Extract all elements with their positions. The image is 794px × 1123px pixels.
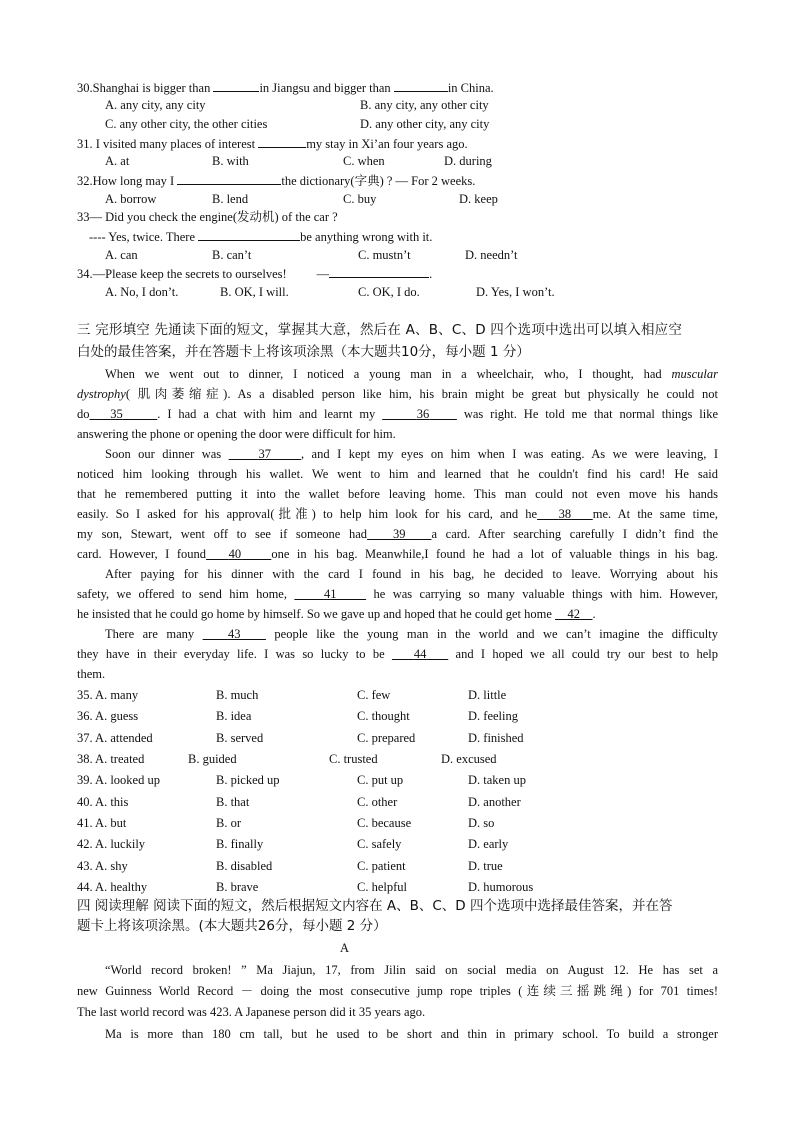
- answer-blank: [213, 79, 259, 92]
- option: D. finished: [468, 731, 524, 745]
- option: 37. A. attended: [77, 731, 153, 745]
- cloze-blank-44: 44: [413, 647, 427, 661]
- answer-blank: [198, 228, 300, 241]
- option: A. at: [105, 154, 130, 168]
- passage-line: After paying for his dinner with the card I found in his bag, he decided to leave. Worrying about his: [105, 567, 718, 581]
- option: 43. A. shy: [77, 859, 128, 873]
- option: D. any other city, any city: [360, 117, 490, 131]
- option: B. OK, I will.: [220, 285, 289, 299]
- cloze-blank-43: 43: [228, 627, 241, 641]
- option: D. humorous: [468, 880, 534, 894]
- option: D. taken up: [468, 773, 526, 787]
- option: B. that: [216, 795, 250, 809]
- option: B. finally: [216, 837, 264, 851]
- option: B. brave: [216, 880, 259, 894]
- option: C. helpful: [357, 880, 407, 894]
- option: B. any city, any other city: [360, 98, 489, 112]
- option: C. buy: [343, 192, 377, 206]
- option: D. excused: [441, 752, 497, 766]
- question-30-stem: 30.Shanghai is bigger than in Jiangsu and bigger than in China.: [77, 81, 494, 95]
- option: D. keep: [459, 192, 498, 206]
- option: 40. A. this: [77, 795, 129, 809]
- answer-blank: [258, 135, 306, 148]
- option: 42. A. luckily: [77, 837, 146, 851]
- option: C. trusted: [329, 752, 378, 766]
- section-4-heading: 四 阅读理解 阅读下面的短文，然后根据短文内容在 A、B、C、D 四个选项中选择最佳答案，并在答: [77, 898, 673, 914]
- option: B. can’t: [212, 248, 252, 262]
- question-33-stem: 33— Did you check the engine(发动机) of the car ?: [77, 210, 338, 224]
- answer-blank: [329, 265, 429, 278]
- passage-line: do 35 . I had a chat with him and learnt my 36 was right. He told me that normal things like: [77, 407, 719, 421]
- option: C. because: [357, 816, 412, 830]
- passage-line: noticed him looking through his wallet. We went to him and learned that he couldn't find his card! He said: [77, 467, 718, 481]
- option: A. No, I don’t.: [105, 285, 179, 299]
- option: D. another: [468, 795, 521, 809]
- passage-line: them.: [77, 667, 106, 681]
- option: C. patient: [357, 859, 406, 873]
- section-3-heading: 三 完形填空 先通读下面的短文，掌握其大意，然后在 A、B、C、D 四个选项中选出可以填入相应空: [77, 322, 683, 338]
- section-3-heading-line2: 白处的最佳答案，并在答题卡上将该项涂黑（本大题共10分，每小题 1 分）: [77, 344, 530, 360]
- section-4-heading-line2: 题卡上将该项涂黑。(本大题共26分，每小题 2 分）: [77, 918, 387, 934]
- passage-line: my son, Stewart, went off to see if someone had 39 a card. After searching carefully I didn’t find the: [77, 527, 719, 541]
- option: 39. A. looked up: [77, 773, 160, 787]
- passage-line: Ma is more than 180 cm tall, but he used to be short and thin in primary school. To build a stronger: [105, 1027, 718, 1041]
- option: D. Yes, I won’t.: [476, 285, 555, 299]
- option: 38. A. treated: [77, 752, 145, 766]
- option: 36. A. guess: [77, 709, 139, 723]
- option: C. prepared: [357, 731, 416, 745]
- option: B. served: [216, 731, 264, 745]
- passage-line: There are many 43 people like the young man in the world and we can’t imagine the difficulty: [105, 627, 719, 641]
- option: A. any city, any city: [105, 98, 206, 112]
- passage-line: answering the phone or opening the door were difficult for him.: [77, 427, 396, 441]
- passage-line: “World record broken! ” Ma Jiajun, 17, from Jilin said on social media on August 12. He has set a: [105, 963, 718, 977]
- cloze-blank-41: 41: [323, 587, 337, 601]
- option: D. true: [468, 859, 503, 873]
- option: B. with: [212, 154, 249, 168]
- answer-blank: [177, 172, 281, 185]
- passage-line: Soon our dinner was 37 , and I kept my eyes on him when I was eating. As we were leaving, I: [105, 447, 719, 461]
- option: C. few: [357, 688, 391, 702]
- passage-line: dystrophy( 肌肉萎缩症). As a disabled person like him, his brain might be great but physically he could not: [77, 387, 718, 401]
- option: 41. A. but: [77, 816, 127, 830]
- option: D. so: [468, 816, 495, 830]
- option: B. disabled: [216, 859, 273, 873]
- passage-line: that he remembered putting it into the wallet before leaving home. This man could not even move his hands: [77, 487, 718, 501]
- cloze-blank-37: 37: [258, 447, 272, 461]
- passage-line: easily. So I asked for his approval(批准) to help him look for his card, and he 38 me. At the same time,: [77, 507, 719, 521]
- passage-label: A: [340, 941, 350, 955]
- option: D. during: [444, 154, 492, 168]
- question-31-stem: 31. I visited many places of interest my stay in Xi’an four years ago.: [77, 137, 468, 151]
- option: D. early: [468, 837, 509, 851]
- cloze-blank-39: 39: [393, 527, 406, 541]
- option: C. when: [343, 154, 385, 168]
- cloze-blank-35: 35: [110, 407, 123, 421]
- cloze-blank-42: 42: [567, 607, 581, 621]
- question-33-stem-line2: ---- Yes, twice. There be anything wrong with it.: [89, 230, 433, 244]
- option: C. mustn’t: [358, 248, 411, 262]
- option: B. picked up: [216, 773, 280, 787]
- option: B. guided: [188, 752, 237, 766]
- option: B. lend: [212, 192, 249, 206]
- option: C. any other city, the other cities: [105, 117, 268, 131]
- answer-blank: [394, 79, 448, 92]
- passage-line: When we went out to dinner, I noticed a young man in a wheelchair, who, I thought, had muscular: [105, 367, 718, 381]
- option: B. or: [216, 816, 241, 830]
- option: D. needn’t: [465, 248, 518, 262]
- passage-line: card. However, I found 40 one in his bag. Meanwhile,I found he had a lot of valuable things in his bag.: [77, 547, 719, 561]
- passage-line: new Guinness World Record － doing the most consecutive jump rope triples (连续三摇跳绳) for 701 times!: [77, 984, 718, 998]
- option: 35. A. many: [77, 688, 139, 702]
- cloze-blank-36: 36: [416, 407, 430, 421]
- question-32-stem: 32.How long may I the dictionary(字典) ? — For 2 weeks.: [77, 174, 476, 188]
- passage-line: The last world record was 423. A Japanese person did it 35 years ago.: [77, 1005, 426, 1019]
- option: D. feeling: [468, 709, 518, 723]
- option: B. much: [216, 688, 259, 702]
- option: 44. A. healthy: [77, 880, 148, 894]
- passage-line: safety, we offered to send him home, 41 he was carrying so many valuable things with him. However,: [77, 587, 718, 601]
- passage-line: he insisted that he could go home by himself. So we gave up and hoped that he could get home 42 .: [77, 607, 596, 621]
- passage-line: they have in their everyday life. I was so lucky to be 44 and I hoped we all could try our best to help: [77, 647, 719, 661]
- option: A. borrow: [105, 192, 157, 206]
- option: D. little: [468, 688, 507, 702]
- cloze-blank-40: 40: [228, 547, 242, 561]
- option: C. put up: [357, 773, 404, 787]
- option: C. thought: [357, 709, 410, 723]
- option: A. can: [105, 248, 138, 262]
- cloze-blank-38: 38: [558, 507, 572, 521]
- option: C. OK, I do.: [358, 285, 420, 299]
- question-34-stem: 34.—Please keep the secrets to ourselves! — .: [77, 267, 433, 281]
- option: B. idea: [216, 709, 252, 723]
- option: C. safely: [357, 837, 402, 851]
- option: C. other: [357, 795, 398, 809]
